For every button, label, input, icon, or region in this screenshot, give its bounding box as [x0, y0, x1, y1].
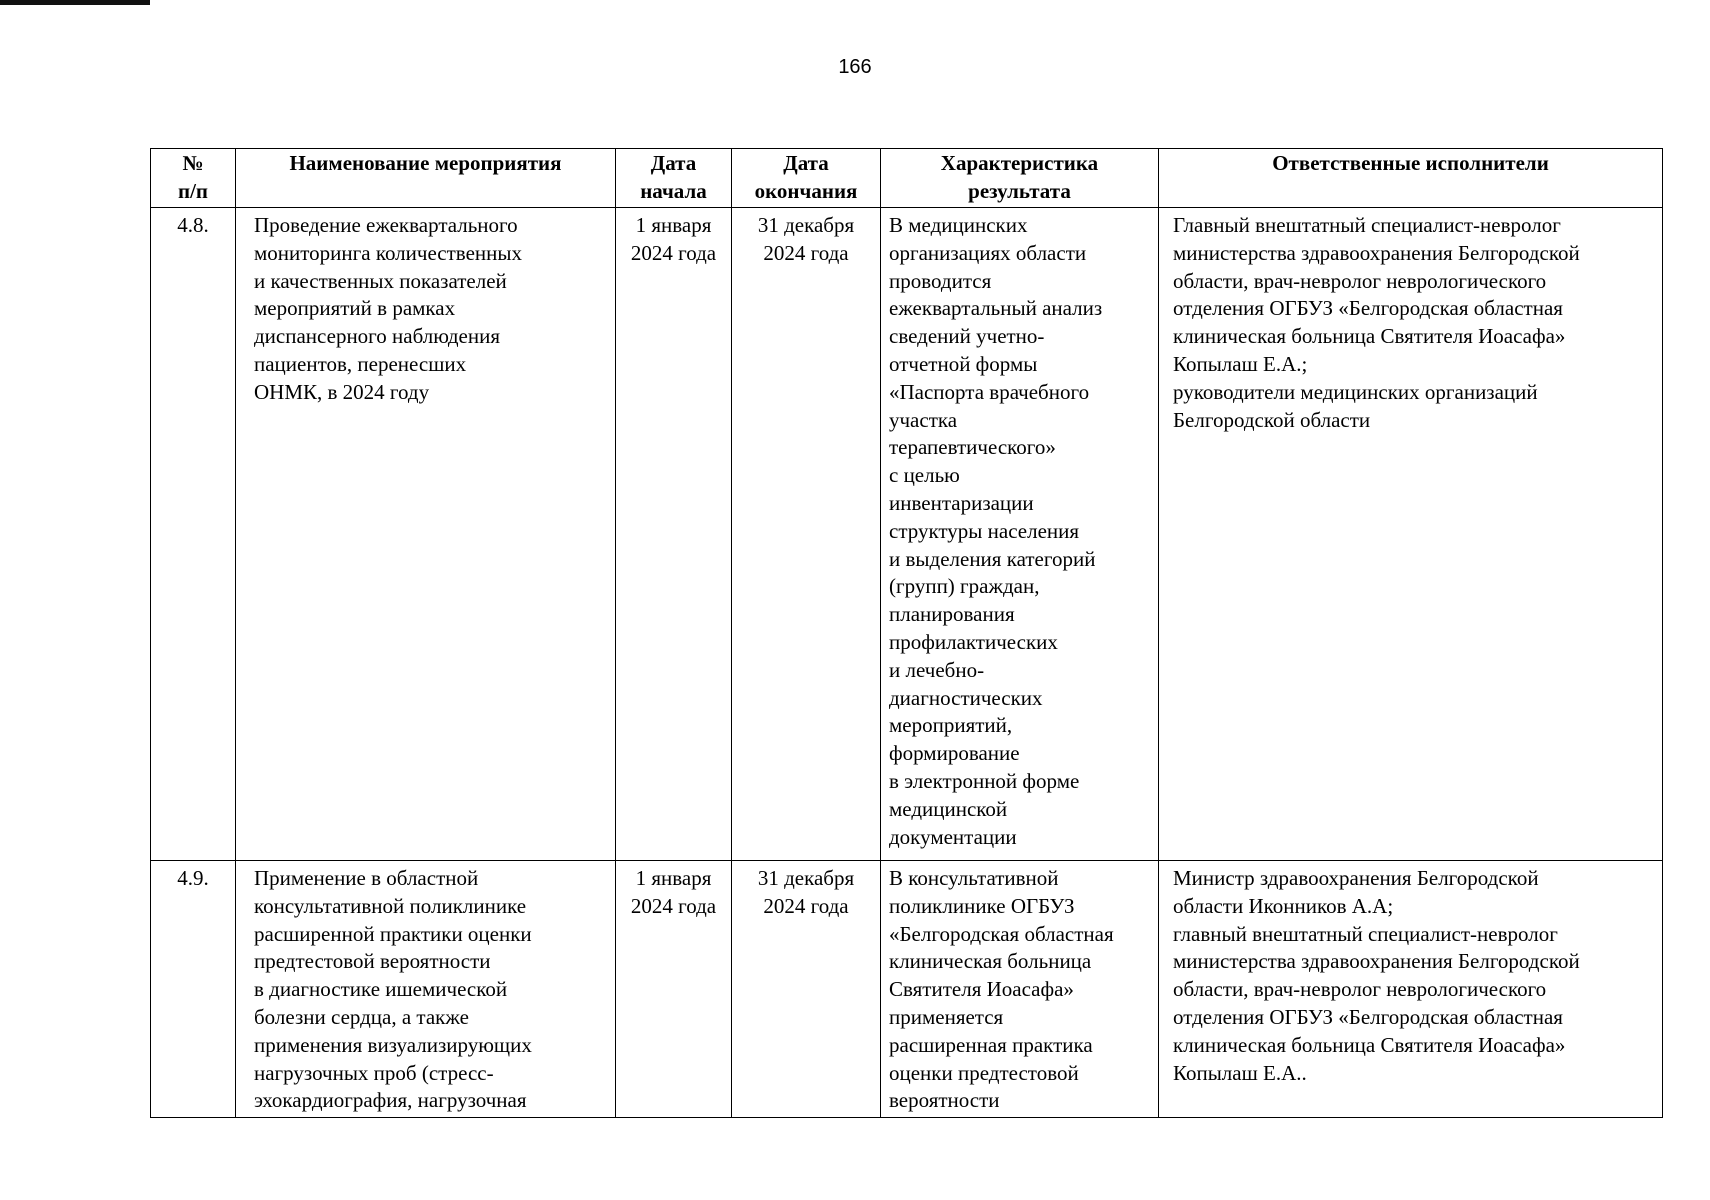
- start-date: 1 января 2024 года: [616, 208, 732, 861]
- header-responsible: Ответственные исполнители: [1159, 149, 1663, 208]
- table-row: [151, 208, 1663, 861]
- activity-name: Проведение ежеквартального мониторинга количественных и качественных показателей мероприятий в рамках диспансерного наблюдения пациентов, перенесших ОНМК, в 2024 году: [236, 208, 616, 861]
- activities-table: [150, 148, 1663, 1118]
- row-number: 4.8.: [151, 208, 236, 861]
- header-name: Наименование мероприятия: [236, 149, 616, 208]
- header-num: № п/п: [151, 149, 236, 208]
- end-date: 31 декабря 2024 года: [732, 861, 881, 1118]
- end-date: 31 декабря 2024 года: [732, 208, 881, 861]
- activity-name: Применение в областной консультативной поликлинике расширенной практики оценки предтестовой вероятности в диагностике ишемической болезни сердца, а также применения визуализирующих нагрузочных проб (стресс- эхокардиография, нагрузочная: [236, 861, 616, 1118]
- start-date: 1 января 2024 года: [616, 861, 732, 1118]
- header-start-date: Дата начала: [616, 149, 732, 208]
- scan-edge-mark: [0, 0, 150, 5]
- row-number: 4.9.: [151, 861, 236, 1118]
- result-description: В консультативной поликлинике ОГБУЗ «Белгородская областная клиническая больница Святителя Иоасафа» применяется расширенная практика оценки предтестовой вероятности: [881, 861, 1159, 1118]
- responsible-persons: Главный внештатный специалист-невролог министерства здравоохранения Белгородской области, врач-невролог неврологического отделения ОГБУЗ «Белгородская областная клиническая больница Святителя Иоасафа» Копылаш Е.А.; руководители медицинских организаций Белгородской области: [1159, 208, 1663, 861]
- result-description: В медицинских организациях области проводится ежеквартальный анализ сведений учетно- отчетной формы «Паспорта врачебного участка терапевтического» с целью инвентаризации структуры населения и выделения категорий (групп) граждан, планирования профилактических и лечебно- диагностических мероприятий, формирование в электронной форме медицинской документации: [881, 208, 1159, 861]
- table-row: [151, 861, 1663, 1118]
- page-number: 166: [838, 56, 872, 78]
- header-end-date: Дата окончания: [732, 149, 881, 208]
- table-header-row: [151, 149, 1663, 208]
- responsible-persons: Министр здравоохранения Белгородской области Иконников А.А; главный внештатный специалист-невролог министерства здравоохранения Белгородской области, врач-невролог неврологического отделения ОГБУЗ «Белгородская областная клиническая больница Святителя Иоасафа» Копылаш Е.А..: [1159, 861, 1663, 1118]
- header-result: Характеристика результата: [881, 149, 1159, 208]
